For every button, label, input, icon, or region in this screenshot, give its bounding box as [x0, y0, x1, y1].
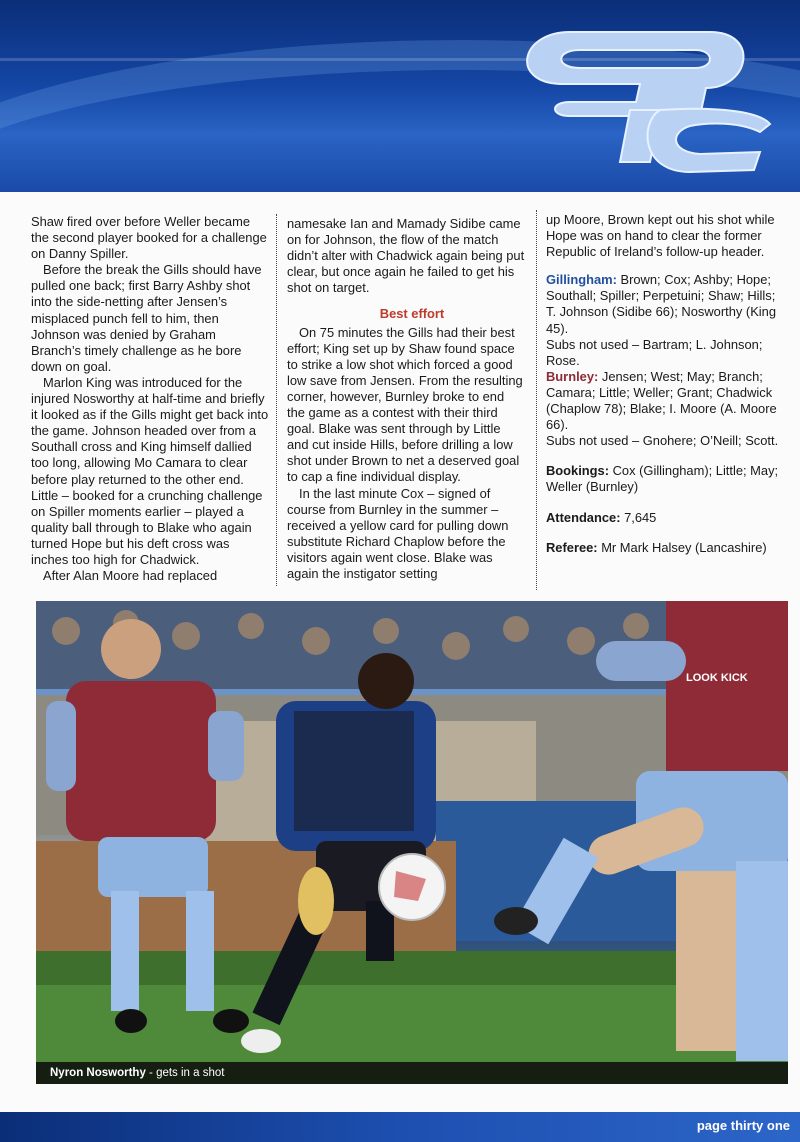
photo-caption — [36, 1062, 788, 1084]
caption-name: Nyron Nosworthy — [50, 1067, 146, 1079]
attendance-value: 7,645 — [624, 509, 657, 525]
paragraph: After Alan Moore had replaced — [43, 568, 218, 584]
paragraph: In the last minute Cox – signed of course from Burnley in the summer – received a yellow card for pulling down substitute Richard Chaplow before the visitors again went close. Blake was again the instigator setting — [287, 485, 509, 581]
bookings-value: Cox (Gillingham); Little; May; Weller (Burnley) — [546, 463, 779, 495]
paragraph: Marlon King was introduced for the injured Nosworthy at half-time and briefly it looked as if the Gills might get back into the game. Johnson headed over from a Southall cross and King himself dallied too long, allowing Mo Camara to clear before play returned to the other end. Little – booked for a crunching challenge on Spiller moments earlier – played a quality ball through to Blake who again turned Hope but his deft cross was inches too high for Chadwick. — [31, 374, 269, 567]
gillingham-label: Gillingham: — [546, 272, 617, 288]
column-divider — [536, 210, 537, 590]
article-column-1 — [31, 214, 269, 584]
match-photo — [36, 601, 788, 1084]
match-photo-illustration — [36, 601, 788, 1084]
lineup-text: Jensen; West; May; Branch; Camara; Little; Weller; Grant; Chadwick (Chaplow 78); Blake; I. Moore (A. Moore 66). — [546, 368, 777, 433]
article-column-2 — [287, 216, 525, 582]
paragraph: Shaw fired over before Weller became the second player booked for a challenge on Danny Spiller. — [31, 214, 267, 262]
paragraph: namesake Ian and Mamady Sidibe came on for Johnson, the flow of the match didn’t alter with Chadwick again being put clear, but once again he failed to get his shot on target. — [287, 216, 525, 296]
referee-value: Mr Mark Halsey (Lancashire) — [601, 539, 767, 555]
burnley-lineup — [546, 369, 782, 433]
bookings-label: Bookings: — [546, 463, 610, 479]
paragraph: On 75 minutes the Gills had their best effort; King set up by Shaw found space to strike a low shot which forced a good low save from Jensen. From the resulting corner, however, Burnley broke to end the game as a contest with their third goal. Blake was sent through by Little and cut inside Hills, before drilling a low shot under Brown to net a deserved goal to cap a fine individual display. — [287, 324, 523, 485]
paragraph: up Moore, Brown kept out his shot while Hope was on hand to clear the former Republic of Ireland’s follow-up header. — [546, 212, 775, 260]
gfc-logo — [510, 12, 780, 180]
referee — [546, 540, 782, 556]
shirt-sponsor: LOOK KICK — [686, 672, 748, 684]
gillingham-lineup — [546, 272, 782, 336]
referee-label: Referee: — [546, 539, 598, 555]
attendance — [546, 510, 782, 526]
lineup-text: Brown; Cox; Ashby; Hope; Southall; Spiller; Perpetuini; Shaw; Hills; T. Johnson (Sidibe 66); Nosworthy (King 45). — [546, 272, 776, 336]
header-band — [0, 0, 800, 192]
footer-band — [0, 1112, 800, 1142]
burnley-label: Burnley: — [546, 368, 599, 384]
subheading: Best effort — [379, 306, 445, 322]
page-number: page thirty one — [696, 1118, 790, 1133]
gillingham-subs: Subs not used – Bartram; L. Johnson; Rose. — [546, 336, 763, 368]
column-divider — [276, 214, 277, 586]
paragraph: Before the break the Gills should have pulled one back; first Barry Ashby shot into the side-netting after Jensen’s misplaced punch fell to him, then Johnson was denied by Graham Branch’s timely challenge as he bore down on goal. — [31, 262, 262, 374]
article-column-3 — [546, 212, 782, 556]
bookings — [546, 463, 782, 495]
attendance-label: Attendance: — [546, 509, 621, 525]
burnley-subs: Subs not used – Gnohere; O’Neill; Scott. — [546, 433, 779, 449]
caption-text: - gets in a shot — [145, 1067, 225, 1079]
